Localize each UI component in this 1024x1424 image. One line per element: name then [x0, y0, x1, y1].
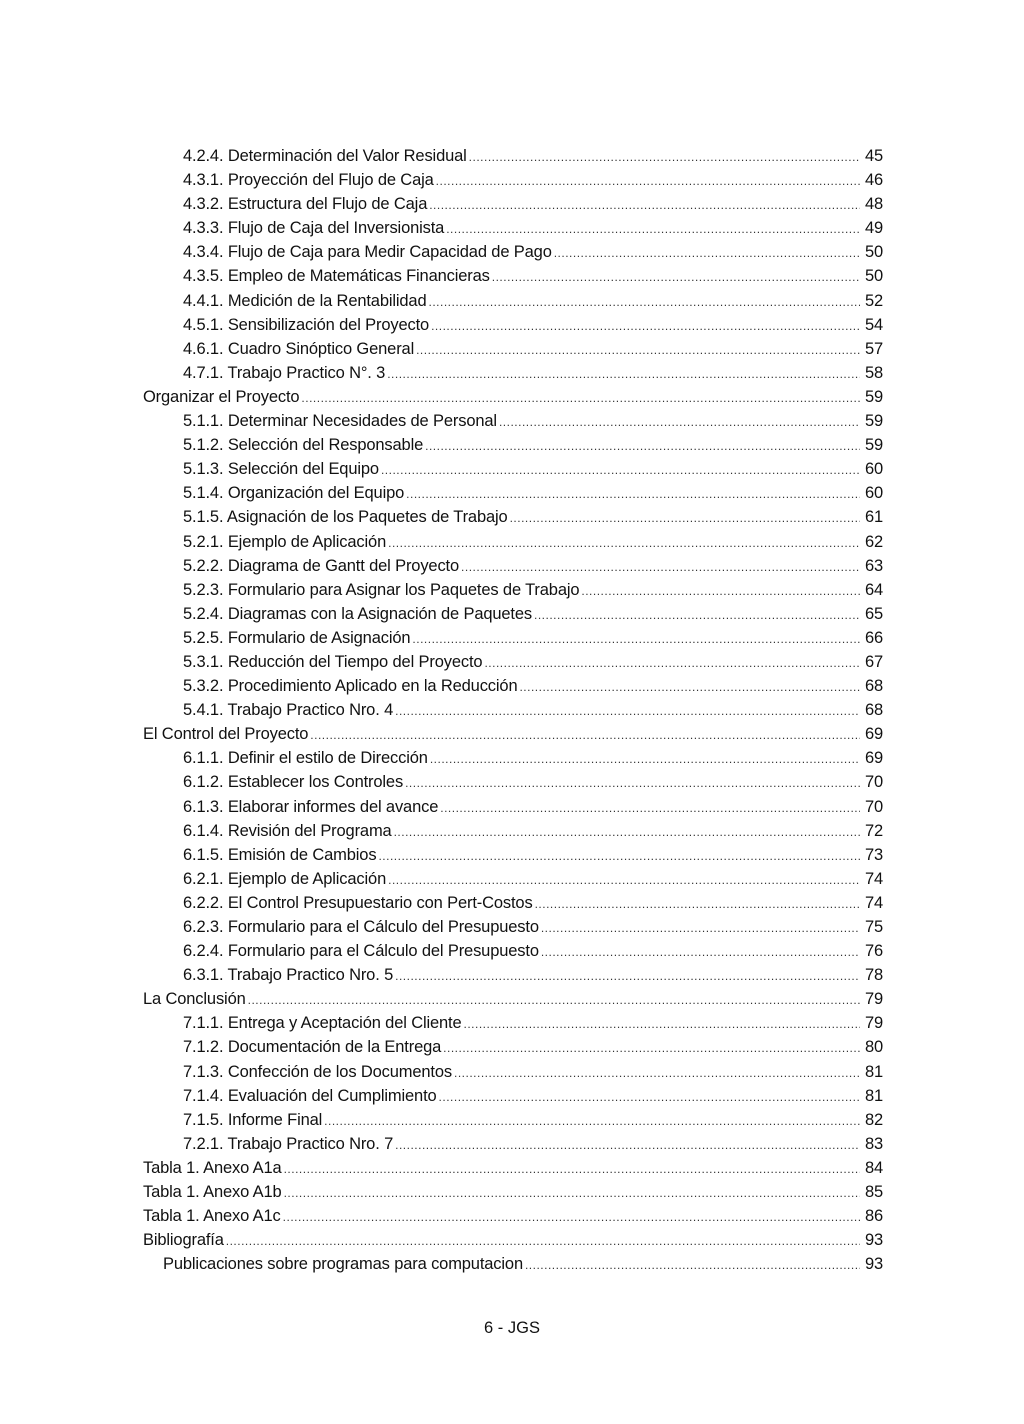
- toc-entry: [143, 1084, 883, 1108]
- toc-page-number: 48: [864, 195, 883, 214]
- toc-dot-leader: [541, 940, 860, 964]
- toc-entry: [143, 674, 883, 698]
- toc-dot-leader: [387, 362, 860, 386]
- toc-entry: [143, 867, 883, 891]
- toc-page-number: 73: [864, 845, 883, 864]
- toc-entry-title: Tabla 1. Anexo A1a: [143, 1158, 282, 1177]
- toc-entry-title: 4.3.2. Estructura del Flujo de Caja: [183, 195, 428, 214]
- toc-dot-leader: [454, 1061, 860, 1085]
- toc-entry: [143, 1060, 883, 1084]
- toc-entry: [143, 1156, 883, 1180]
- toc-entry-title: 7.1.1. Entrega y Aceptación del Cliente: [183, 1014, 462, 1033]
- toc-dot-leader: [324, 1109, 860, 1133]
- toc-entry: [143, 337, 883, 361]
- toc-page-number: 83: [864, 1134, 883, 1153]
- toc-page-number: 63: [864, 556, 883, 575]
- toc-page-number: 58: [864, 363, 883, 382]
- toc-page-number: 93: [864, 1255, 883, 1274]
- toc-dot-leader: [226, 1229, 860, 1253]
- toc-dot-leader: [525, 1253, 860, 1277]
- toc-page-number: 72: [864, 821, 883, 840]
- toc-entry: [143, 843, 883, 867]
- toc-page-number: 60: [864, 460, 883, 479]
- toc-entry-title: 5.1.1. Determinar Necesidades de Personal: [183, 412, 497, 431]
- toc-page-number: 59: [864, 412, 883, 431]
- toc-dot-leader: [499, 410, 860, 434]
- toc-page-number: 85: [864, 1183, 883, 1202]
- toc-dot-leader: [405, 771, 860, 795]
- toc-dot-leader: [310, 723, 860, 747]
- toc-page-number: 64: [864, 580, 883, 599]
- toc-page-number: 84: [864, 1158, 883, 1177]
- toc-dot-leader: [284, 1157, 860, 1181]
- toc-page-number: 70: [864, 797, 883, 816]
- toc-page-number: 49: [864, 219, 883, 238]
- toc-dot-leader: [461, 555, 860, 579]
- toc-entry: [143, 192, 883, 216]
- toc-entry-title: 7.1.5. Informe Final: [183, 1110, 323, 1129]
- toc-dot-leader: [464, 1012, 860, 1036]
- toc-dot-leader: [436, 169, 860, 193]
- toc-dot-leader: [248, 988, 860, 1012]
- toc-page-number: 65: [864, 604, 883, 623]
- toc-entry: [143, 313, 883, 337]
- toc-entry: [143, 530, 883, 554]
- toc-entry-title: 5.2.4. Diagramas con la Asignación de Paquetes: [183, 604, 532, 623]
- toc-entry-title: Tabla 1. Anexo A1c: [143, 1207, 281, 1226]
- toc-dot-leader: [381, 458, 860, 482]
- toc-entry-title: 4.3.5. Empleo de Matemáticas Financieras: [183, 267, 490, 286]
- toc-page-number: 70: [864, 773, 883, 792]
- toc-page-number: 45: [864, 147, 883, 165]
- toc-entry-title: 6.1.3. Elaborar informes del avance: [183, 797, 439, 816]
- toc-entry-title: 4.2.4. Determinación del Valor Residual: [183, 147, 467, 165]
- toc-entry-title: 7.1.3. Confección de los Documentos: [183, 1062, 452, 1081]
- toc-entry-title: Organizar el Proyecto: [143, 387, 300, 406]
- page-footer: 6 - JGS: [484, 1319, 540, 1337]
- toc-entry: [143, 578, 883, 602]
- toc-entry: [143, 1011, 883, 1035]
- toc-entry-title: 4.3.4. Flujo de Caja para Medir Capacidad de Pago: [183, 243, 552, 262]
- toc-entry-title: 6.1.1. Definir el estilo de Dirección: [183, 749, 428, 768]
- toc-dot-leader: [510, 506, 860, 530]
- toc-entry: [143, 216, 883, 240]
- toc-page-number: 79: [864, 990, 883, 1009]
- toc-entry-title: 4.5.1. Sensibilización del Proyecto: [183, 315, 430, 334]
- toc-entry: [143, 1252, 883, 1276]
- toc-page-number: 69: [864, 725, 883, 744]
- toc-entry: [143, 1180, 883, 1204]
- toc-entry: [143, 289, 883, 313]
- toc-dot-leader: [430, 747, 860, 771]
- toc-page-number: 66: [864, 628, 883, 647]
- toc-page-number: 82: [864, 1110, 883, 1129]
- toc-page-number: 50: [864, 267, 883, 286]
- toc-entry-title: 5.2.1. Ejemplo de Aplicación: [183, 532, 387, 551]
- toc-entry-title: 4.7.1. Trabajo Practico N°. 3: [183, 363, 386, 382]
- toc-entry: [143, 819, 883, 843]
- toc-page-number: 61: [864, 508, 883, 527]
- toc-entry: [143, 795, 883, 819]
- toc-entry: [143, 1204, 883, 1228]
- toc-entry-title: 6.2.2. El Control Presupuestario con Pert-Costos: [183, 893, 533, 912]
- toc-entry-title: 5.2.5. Formulario de Asignación: [183, 628, 411, 647]
- toc-dot-leader: [283, 1205, 860, 1229]
- toc-entry-title: Tabla 1. Anexo A1b: [143, 1183, 282, 1202]
- toc-dot-leader: [541, 916, 860, 940]
- toc-dot-leader: [446, 217, 860, 241]
- toc-page-number: 52: [864, 291, 883, 310]
- toc-entry-title: 6.2.1. Ejemplo de Aplicación: [183, 869, 387, 888]
- toc-page-number: 60: [864, 484, 883, 503]
- toc-dot-leader: [469, 145, 860, 169]
- toc-entry: [143, 722, 883, 746]
- toc-entry-title: 4.3.3. Flujo de Caja del Inversionista: [183, 219, 445, 238]
- toc-entry: [143, 1228, 883, 1252]
- toc-entry-title: 5.1.3. Selección del Equipo: [183, 460, 379, 479]
- toc-dot-leader: [395, 964, 860, 988]
- toc-dot-leader: [554, 241, 860, 265]
- toc-dot-leader: [431, 314, 860, 338]
- toc-dot-leader: [388, 531, 860, 555]
- toc-entry-title: 4.3.1. Proyección del Flujo de Caja: [183, 171, 434, 190]
- toc-dot-leader: [394, 820, 860, 844]
- toc-page-number: 50: [864, 243, 883, 262]
- table-of-contents: [143, 144, 883, 1276]
- toc-page-number: 79: [864, 1014, 883, 1033]
- toc-entry-title: 5.1.4. Organización del Equipo: [183, 484, 405, 503]
- toc-entry: [143, 963, 883, 987]
- toc-entry: [143, 457, 883, 481]
- toc-entry: [143, 939, 883, 963]
- toc-entry-title: 7.2.1. Trabajo Practico Nro. 7: [183, 1134, 394, 1153]
- toc-entry: [143, 602, 883, 626]
- toc-entry: [143, 891, 883, 915]
- toc-entry: [143, 1132, 883, 1156]
- toc-dot-leader: [388, 868, 860, 892]
- toc-entry: [143, 433, 883, 457]
- toc-entry-title: 5.3.1. Reducción del Tiempo del Proyecto: [183, 652, 483, 671]
- toc-entry: [143, 770, 883, 794]
- toc-dot-leader: [301, 386, 860, 410]
- toc-entry: [143, 505, 883, 529]
- toc-entry-title: 6.1.4. Revisión del Programa: [183, 821, 392, 840]
- toc-page-number: 67: [864, 652, 883, 671]
- toc-dot-leader: [492, 265, 860, 289]
- toc-page-number: 86: [864, 1207, 883, 1226]
- toc-entry: [143, 650, 883, 674]
- toc-entry: [143, 626, 883, 650]
- toc-entry: [143, 144, 883, 168]
- toc-page-number: 62: [864, 532, 883, 551]
- toc-page-number: 81: [864, 1086, 883, 1105]
- toc-entry: [143, 915, 883, 939]
- toc-entry: [143, 409, 883, 433]
- toc-entry-title: 6.1.5. Emisión de Cambios: [183, 845, 377, 864]
- toc-page-number: 81: [864, 1062, 883, 1081]
- toc-page-number: 68: [864, 677, 883, 696]
- toc-dot-leader: [416, 338, 860, 362]
- toc-entry-title: 5.2.3. Formulario para Asignar los Paquetes de Trabajo: [183, 580, 580, 599]
- toc-page-number: 57: [864, 339, 883, 358]
- toc-entry: [143, 698, 883, 722]
- toc-dot-leader: [428, 290, 860, 314]
- toc-dot-leader: [378, 844, 860, 868]
- toc-dot-leader: [412, 627, 860, 651]
- toc-entry-title: 7.1.2. Documentación de la Entrega: [183, 1038, 442, 1057]
- toc-page-number: 74: [864, 869, 883, 888]
- toc-page-number: 59: [864, 387, 883, 406]
- toc-page-number: 78: [864, 966, 883, 985]
- toc-page-number: 74: [864, 893, 883, 912]
- toc-entry: [143, 361, 883, 385]
- toc-entry-title: 4.4.1. Medición de la Rentabilidad: [183, 291, 427, 310]
- toc-entry-title: El Control del Proyecto: [143, 725, 309, 744]
- toc-entry: [143, 1035, 883, 1059]
- toc-entry-title: 6.2.4. Formulario para el Cálculo del Presupuesto: [183, 942, 539, 961]
- toc-entry-title: 7.1.4. Evaluación del Cumplimiento: [183, 1086, 437, 1105]
- toc-entry-title: Publicaciones sobre programas para computacion: [163, 1255, 523, 1274]
- toc-entry: [143, 264, 883, 288]
- toc-page-number: 93: [864, 1231, 883, 1250]
- toc-dot-leader: [284, 1181, 860, 1205]
- toc-entry-title: 6.2.3. Formulario para el Cálculo del Presupuesto: [183, 918, 539, 936]
- toc-page-number: 76: [864, 942, 883, 961]
- toc-dot-leader: [535, 892, 860, 916]
- toc-entry-title: La Conclusión: [143, 990, 246, 1009]
- toc-entry: [143, 1108, 883, 1132]
- toc-entry-title: 6.3.1. Trabajo Practico Nro. 5: [183, 966, 394, 985]
- toc-entry-title: 6.1.2. Establecer los Controles: [183, 773, 404, 792]
- toc-entry: [143, 481, 883, 505]
- toc-page-number: 75: [864, 918, 883, 936]
- toc-page-number: 80: [864, 1038, 883, 1057]
- toc-entry-title: 5.2.2. Diagrama de Gantt del Proyecto: [183, 556, 460, 575]
- toc-entry-title: 5.4.1. Trabajo Practico Nro. 4: [183, 701, 394, 720]
- toc-dot-leader: [581, 579, 860, 603]
- toc-dot-leader: [429, 193, 860, 217]
- toc-page-number: 54: [864, 315, 883, 334]
- toc-entry: [143, 987, 883, 1011]
- toc-entry-title: 5.1.5. Asignación de los Paquetes de Trabajo: [183, 508, 508, 527]
- toc-dot-leader: [534, 603, 860, 627]
- toc-dot-leader: [484, 651, 860, 675]
- toc-dot-leader: [425, 434, 860, 458]
- toc-dot-leader: [443, 1036, 860, 1060]
- toc-entry-title: 4.6.1. Cuadro Sinóptico General: [183, 339, 415, 358]
- toc-dot-leader: [519, 675, 860, 699]
- toc-entry-title: Bibliografía: [143, 1231, 224, 1250]
- toc-dot-leader: [406, 482, 860, 506]
- toc-page-number: 46: [864, 171, 883, 190]
- toc-entry: [143, 168, 883, 192]
- toc-entry: [143, 385, 883, 409]
- toc-page-number: 68: [864, 701, 883, 720]
- toc-entry-title: 5.3.2. Procedimiento Aplicado en la Reducción: [183, 677, 518, 696]
- toc-dot-leader: [395, 1133, 860, 1157]
- toc-entry-title: 5.1.2. Selección del Responsable: [183, 436, 424, 455]
- toc-entry: [143, 554, 883, 578]
- toc-entry: [143, 240, 883, 264]
- toc-dot-leader: [395, 699, 860, 723]
- toc-dot-leader: [440, 796, 860, 820]
- toc-entry: [143, 746, 883, 770]
- toc-dot-leader: [439, 1085, 860, 1109]
- toc-page-number: 69: [864, 749, 883, 768]
- toc-page-number: 59: [864, 436, 883, 455]
